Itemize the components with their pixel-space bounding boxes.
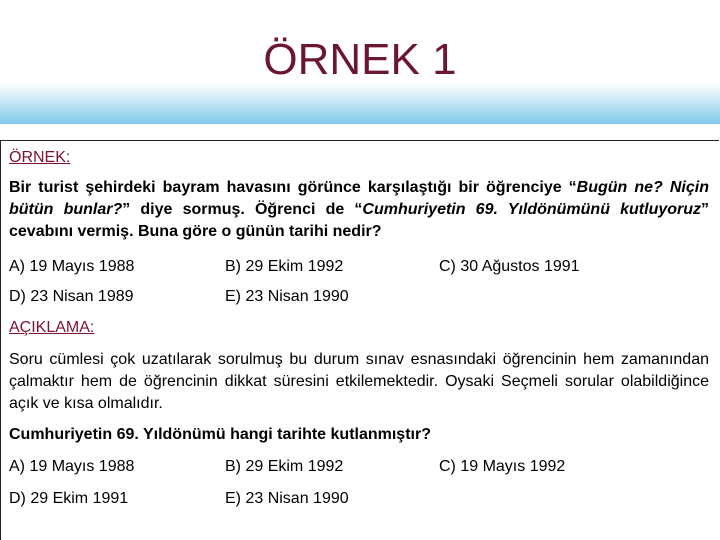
- example-option-c: C) 30 Ağustos 1991: [439, 258, 580, 275]
- explanation-text: Soru cümlesi çok uzatılarak sorulmuş bu durum sınav esnasındaki öğrencinin hem zamanından çalmaktır hem de öğrencinin dikkat süresini etkilemektedir. Oysaki Seçmeli sorular olabildiğince açık ve kısa olmalıdır.: [9, 351, 709, 412]
- question-italic-1: Bugün ne? Niçin bütün bunlar?: [9, 179, 709, 218]
- revised-option-b: B) 29 Ekim 1992: [225, 458, 344, 475]
- example-option-b: B) 29 Ekim 1992: [225, 258, 344, 275]
- revised-option-d: D) 29 Ekim 1991: [9, 490, 129, 507]
- revised-question: Cumhuriyetin 69. Yıldönümü hangi tarihte kutlanmıştır?: [9, 426, 431, 443]
- example-option-e: E) 23 Nisan 1990: [225, 288, 349, 305]
- question-text-2: ” diye sormuş. Öğrenci de “: [122, 201, 363, 218]
- header-gradient-band: [0, 82, 720, 124]
- question-text-1: Bir turist şehirdeki bayram havasını görünce karşılaştığı bir öğrenciye “: [9, 179, 577, 196]
- question-italic-2: Cumhuriyetin 69. Yıldönümünü kutluyoruz: [362, 201, 702, 218]
- example-option-a: A) 19 Mayıs 1988: [9, 258, 135, 275]
- slide-title: ÖRNEK 1: [263, 35, 457, 84]
- revised-option-c: C) 19 Mayıs 1992: [439, 458, 566, 475]
- example-question: [9, 177, 709, 243]
- example-option-d: D) 23 Nisan 1989: [9, 288, 134, 305]
- revised-option-a: A) 19 Mayıs 1988: [9, 458, 135, 475]
- content-box: [0, 140, 719, 540]
- explanation-heading: AÇIKLAMA:: [9, 319, 95, 336]
- question-text-3: ” cevabını vermiş. Buna göre o günün tarihi nedir?: [9, 201, 710, 240]
- example-heading: ÖRNEK:: [9, 149, 71, 166]
- revised-option-e: E) 23 Nisan 1990: [225, 490, 349, 507]
